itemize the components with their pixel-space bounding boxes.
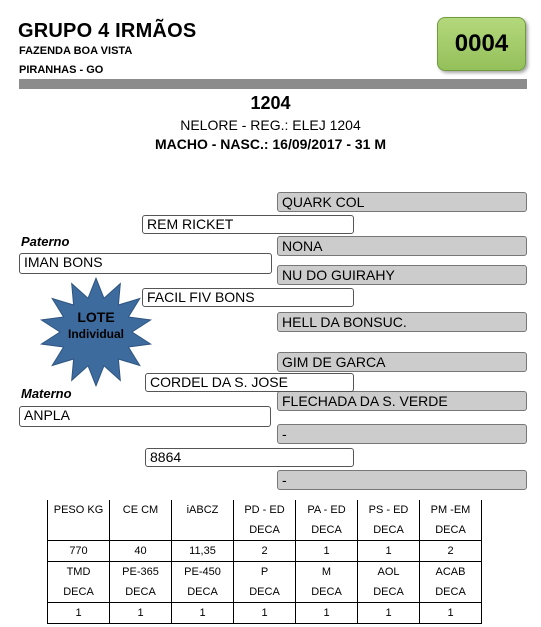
table-header-cell: DECA xyxy=(296,520,358,541)
table-header-cell: DECA xyxy=(420,582,482,603)
badge-line-2: Individual xyxy=(67,327,124,341)
animal-id: 1204 xyxy=(250,93,291,113)
table-header-cell: M xyxy=(296,562,358,583)
materno-label: Materno xyxy=(21,386,72,401)
farm-city: PIRANHAS - GO xyxy=(19,64,104,76)
pedigree-dam-sire-sire: GIM DE GARCA xyxy=(277,352,527,372)
pedigree-sire-sire-sire: QUARK COL xyxy=(277,192,527,212)
paterno-label: Paterno xyxy=(21,234,70,249)
pedigree-dam-dam-dam: - xyxy=(277,470,527,490)
table-header-cell: PESO KG xyxy=(48,500,110,520)
animal-sex-birthdate: MACHO - NASC.: 16/09/2017 - 31 M xyxy=(154,136,387,152)
table-header-cell: TMD xyxy=(48,562,110,583)
pedigree-sire-dam-sire: NU DO GUIRAHY xyxy=(277,265,527,285)
table-value-cell: 2 xyxy=(420,541,482,562)
table-header-cell xyxy=(110,520,172,541)
table-header-cell: DECA xyxy=(420,520,482,541)
table-value-cell: 1 xyxy=(172,603,234,624)
pedigree-sire-dam-dam: HELL DA BONSUC. xyxy=(277,312,527,332)
table-header-cell xyxy=(172,520,234,541)
pedigree-dam-dam: 8864 xyxy=(145,448,354,467)
pedigree-sire-sire: REM RICKET xyxy=(142,215,354,234)
pedigree-dam-dam-sire: - xyxy=(277,424,527,444)
table-header-cell: CE CM xyxy=(110,500,172,520)
table-value-cell: 1 xyxy=(234,603,296,624)
table-header-cell: DECA xyxy=(296,582,358,603)
table-header-cell: P xyxy=(234,562,296,583)
table-header-cell: PD - ED xyxy=(234,500,296,520)
table-value-cell: 1 xyxy=(296,541,358,562)
lot-number-badge: 0004 xyxy=(437,17,526,71)
farm-name: FAZENDA BOA VISTA xyxy=(19,45,133,57)
table-value-cell: 1 xyxy=(48,603,110,624)
table-header-cell: DECA xyxy=(110,582,172,603)
pedigree-sire: IMAN BONS xyxy=(19,253,272,274)
table-header-row-2-bottom xyxy=(48,582,482,603)
table-header-row-1-bottom xyxy=(48,520,482,541)
table-header-cell: PE-365 xyxy=(110,562,172,583)
table-header-cell: PE-450 xyxy=(172,562,234,583)
table-header-row-1-top xyxy=(48,500,482,520)
table-header-cell xyxy=(48,520,110,541)
table-header-cell: DECA xyxy=(358,520,420,541)
table-value-cell: 40 xyxy=(110,541,172,562)
table-header-cell: DECA xyxy=(358,582,420,603)
table-header-cell: ACAB xyxy=(420,562,482,583)
table-header-cell: DECA xyxy=(48,582,110,603)
table-value-cell: 1 xyxy=(296,603,358,624)
pedigree-dam: ANPLA xyxy=(19,406,271,427)
table-header-cell: PA - ED xyxy=(296,500,358,520)
table-value-cell: 770 xyxy=(48,541,110,562)
badge-line-1: LOTE xyxy=(77,309,115,325)
table-header-cell: DECA xyxy=(234,582,296,603)
table-header-cell: PM -EM xyxy=(420,500,482,520)
table-value-cell: 1 xyxy=(358,603,420,624)
table-header-cell: DECA xyxy=(234,520,296,541)
table-value-cell: 1 xyxy=(358,541,420,562)
table-header-cell: DECA xyxy=(172,582,234,603)
table-header-cell: AOL xyxy=(358,562,420,583)
pedigree-sire-dam: FACIL FIV BONS xyxy=(142,288,354,307)
pedigree-dam-sire-dam: FLECHADA DA S. VERDE xyxy=(277,391,527,411)
pedigree-sire-sire-dam: NONA xyxy=(277,236,527,256)
table-row xyxy=(48,603,482,624)
table-row xyxy=(48,541,482,562)
table-header-cell: iABCZ xyxy=(172,500,234,520)
table-value-cell: 1 xyxy=(110,603,172,624)
header-divider xyxy=(19,79,527,89)
table-value-cell: 2 xyxy=(234,541,296,562)
table-header-row-2-top xyxy=(48,562,482,583)
farm-group-title: GRUPO 4 IRMÃOS xyxy=(18,20,197,42)
performance-table xyxy=(47,500,482,624)
animal-breed-registration: NELORE - REG.: ELEJ 1204 xyxy=(180,117,361,133)
pedigree-dam-sire: CORDEL DA S. JOSE xyxy=(145,373,354,392)
table-value-cell: 1 xyxy=(420,603,482,624)
table-header-cell: PS - ED xyxy=(358,500,420,520)
table-value-cell: 11,35 xyxy=(172,541,234,562)
